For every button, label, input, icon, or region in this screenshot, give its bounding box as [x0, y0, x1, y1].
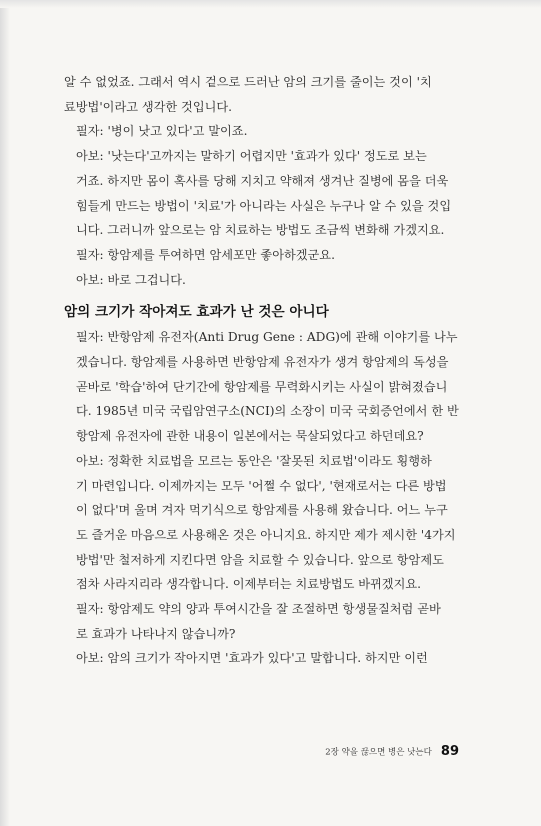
- paragraph: [64, 646, 464, 671]
- text-line: 항암제 유전자에 관한 내용이 일본에서는 묵살되었다고 하던데요?: [76, 429, 424, 444]
- paragraph: [64, 243, 464, 268]
- paragraph: [64, 119, 464, 144]
- text-line: 도 즐거운 마음으로 사용해온 것은 아니지요. 하지만 제가 제시한 '4가지: [76, 527, 456, 542]
- text-line: 니다. 그러니까 앞으로는 암 치료하는 방법도 조금씩 변화해 가겠지요.: [76, 223, 445, 238]
- text-line: 겠습니다. 항암제를 사용하면 반항암제 유전자가 생겨 항암제의 독성을: [76, 355, 449, 370]
- text-line: 아보: 암의 크기가 작아지면 '효과가 있다'고 말합니다. 하지만 이런: [76, 651, 428, 666]
- paragraph: [64, 144, 464, 243]
- paragraph: [64, 597, 464, 646]
- text-line: 힘들게 만드는 방법이 '치료'가 아니라는 사실은 누구나 알 수 있을 것입: [76, 198, 452, 213]
- page-edge-shadow: [0, 0, 10, 826]
- text-line: 다. 1985년 미국 국립암연구소(NCI)의 소장이 미국 국회증언에서 한 반: [76, 404, 459, 419]
- running-title: 2장 약을 끊으면 병은 낫는다: [325, 747, 432, 758]
- text-line: 기 마련입니다. 이제까지는 모두 '어쩔 수 없다', '현재로서는 다른 방법: [76, 478, 447, 493]
- text-line: 필자: 항암제도 약의 양과 투여시간을 잘 조절하면 항생물질처럼 곧바: [76, 602, 441, 617]
- text-line: 로 효과가 나타나지 않습니까?: [76, 626, 236, 641]
- text-line: 필자: 반항암제 유전자(Anti Drug Gene : ADG)에 관해 이야기를 나누: [76, 330, 458, 345]
- text-line: 아보: 바로 그겁니다.: [76, 272, 186, 287]
- text-line: 곧바로 '학습'하여 단기간에 항암제를 무력화시키는 사실이 밝혀졌습니: [76, 379, 448, 394]
- page-top-shadow: [0, 0, 541, 8]
- paragraph: [64, 70, 464, 119]
- paragraph: [64, 449, 464, 597]
- paragraph: [64, 325, 464, 449]
- text-line: 필자: 항암제를 투여하면 암세포만 좋아하겠군요.: [76, 247, 335, 262]
- text-line: 알 수 없었죠. 그래서 역시 겉으로 드러난 암의 크기를 줄이는 것이 '치: [64, 75, 432, 89]
- text-line: 거죠. 하지만 몸이 혹사를 당해 지치고 약해져 생겨난 질병에 몸을 더욱: [76, 173, 449, 188]
- text-line: 료방법'이라고 생각한 것입니다.: [64, 99, 233, 114]
- text-line: 필자: '병이 낫고 있다'고 말이죠.: [76, 124, 248, 139]
- bottom-paragraphs: [64, 325, 464, 671]
- text-line: 아보: 정확한 치료법을 모르는 동안은 '잘못된 치료법'이라도 횡행하: [76, 453, 432, 468]
- text-line: 점차 사라지리라 생각합니다. 이제부터는 치료방법도 바뀌겠지요.: [76, 577, 421, 592]
- body-text: [64, 70, 464, 671]
- text-line: 방법'만 철저하게 지킨다면 암을 치료할 수 있습니다. 앞으로 항암제도: [76, 552, 444, 567]
- text-line: 아보: '낫는다'고까지는 말하기 어렵지만 '효과가 있다' 정도로 보는: [76, 149, 427, 164]
- page-number: 89: [440, 744, 459, 759]
- page-footer: [325, 741, 459, 760]
- text-line: 이 없다'며 울며 겨자 먹기식으로 항암제를 사용해 왔습니다. 어느 누구: [76, 503, 448, 518]
- section-heading: 암의 크기가 작아져도 효과가 난 것은 아니다: [64, 304, 329, 321]
- top-paragraphs: [64, 70, 464, 292]
- paragraph: [64, 268, 464, 293]
